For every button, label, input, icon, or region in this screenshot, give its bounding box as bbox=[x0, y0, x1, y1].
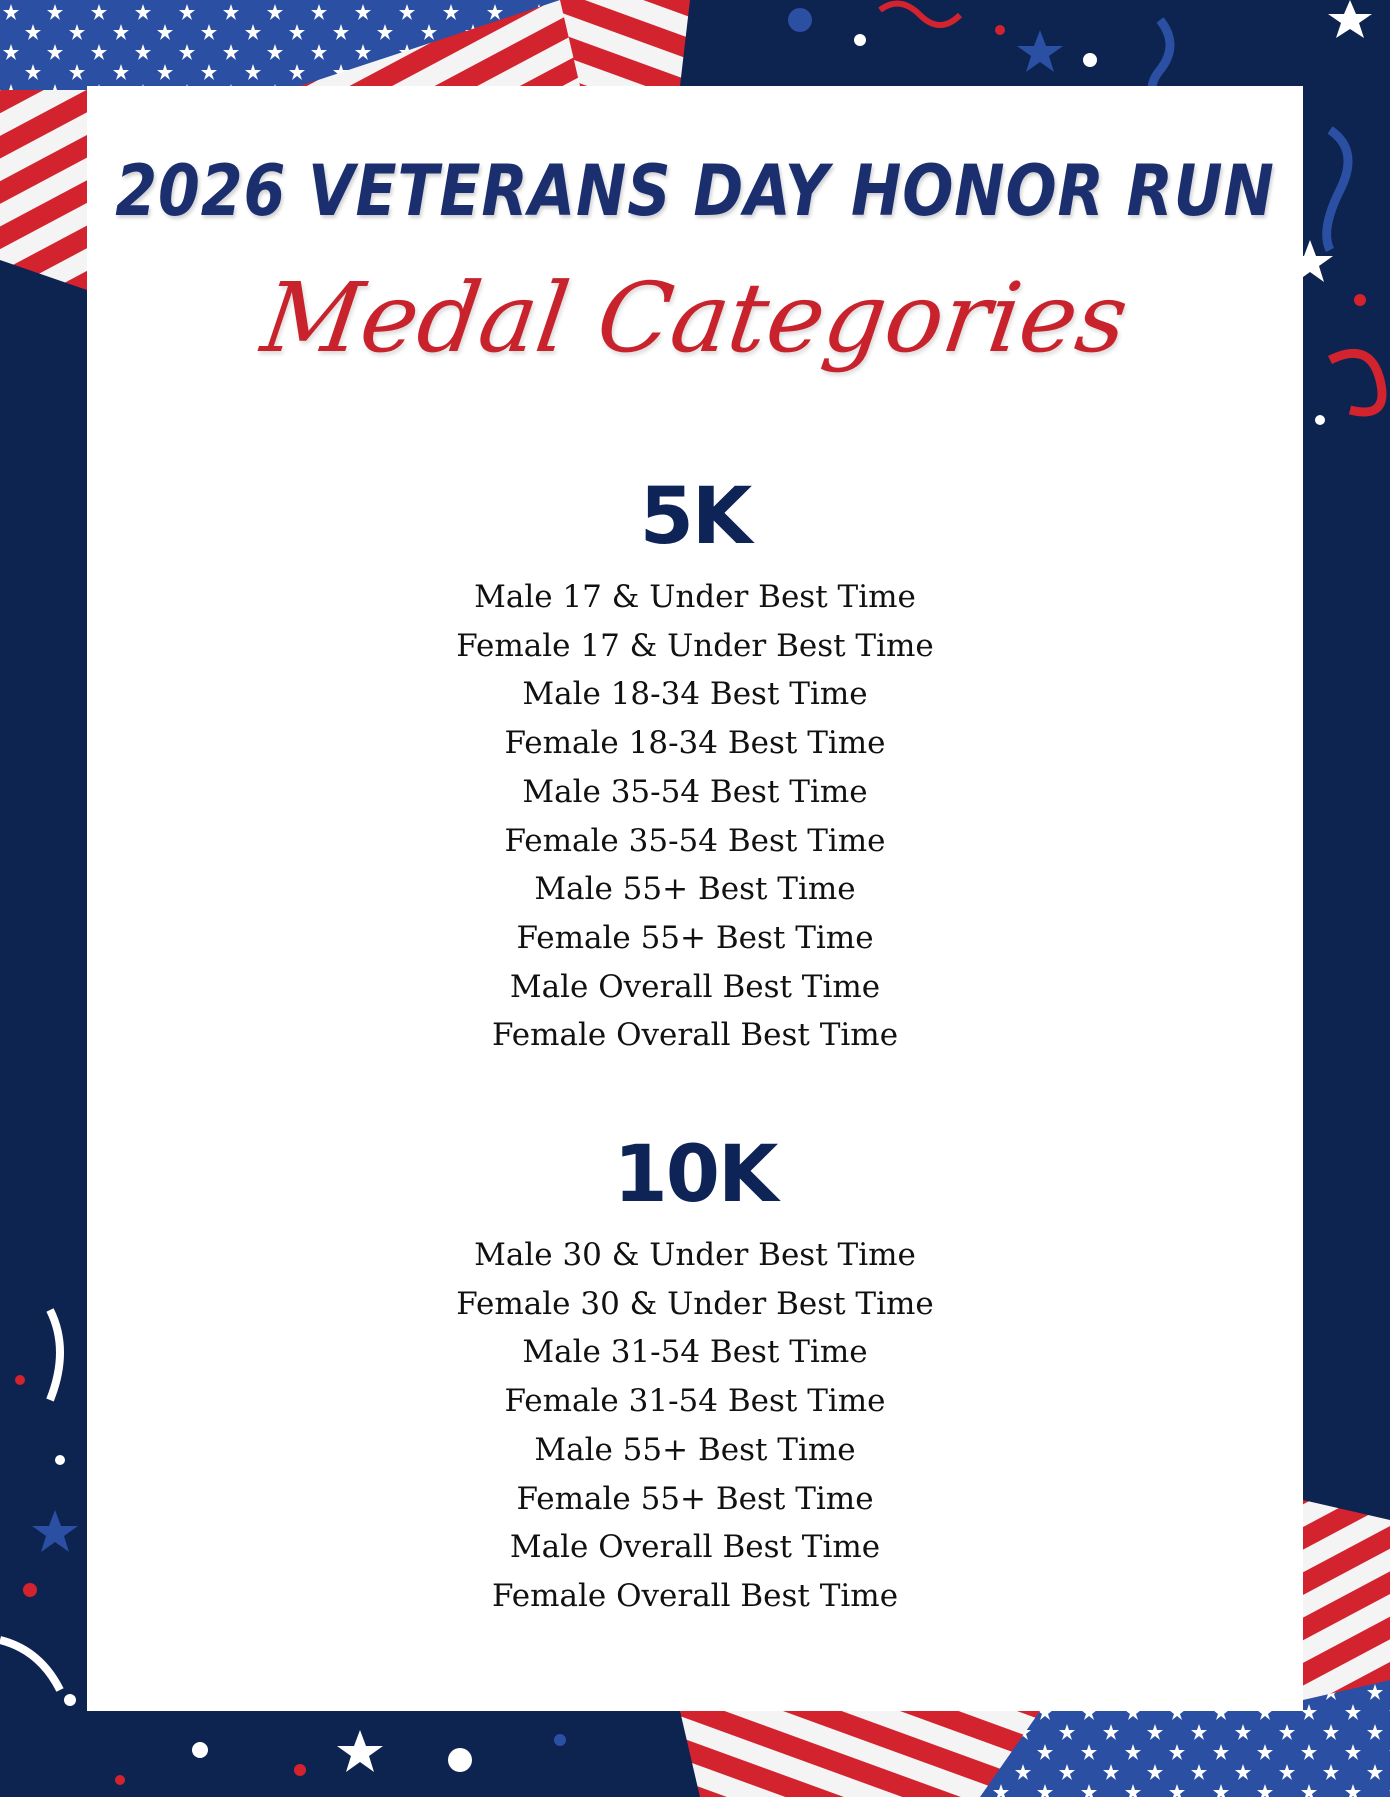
list-item: Male 31-54 Best Time bbox=[522, 1334, 868, 1371]
page-subtitle: Medal Categories bbox=[255, 262, 1135, 374]
category-list-10k bbox=[0, 1231, 1390, 1621]
page-title: 2026 VETERANS DAY HONOR RUN bbox=[115, 150, 1275, 232]
list-item: Female 55+ Best Time bbox=[516, 919, 874, 956]
list-item: Male 35-54 Best Time bbox=[522, 773, 868, 810]
list-item: Female Overall Best Time bbox=[491, 1017, 899, 1054]
list-item: Female 55+ Best Time bbox=[516, 1480, 874, 1517]
list-item: Male Overall Best Time bbox=[509, 1529, 881, 1566]
list-item: Male 17 & Under Best Time bbox=[474, 579, 916, 615]
list-item: Female Overall Best Time bbox=[491, 1577, 899, 1614]
section-heading-5k: 5K bbox=[639, 472, 751, 562]
category-list-5k bbox=[0, 573, 1390, 1060]
list-item: Male 30 & Under Best Time bbox=[474, 1237, 916, 1273]
list-item: Male 18-34 Best Time bbox=[522, 676, 868, 713]
list-item: Female 35-54 Best Time bbox=[504, 822, 886, 859]
list-item: Male 55+ Best Time bbox=[534, 1431, 856, 1468]
list-item: Female 30 & Under Best Time bbox=[456, 1285, 934, 1322]
list-item: Female 17 & Under Best Time bbox=[456, 627, 934, 664]
list-item: Female 18-34 Best Time bbox=[504, 725, 886, 762]
section-heading-10k: 10K bbox=[613, 1130, 777, 1220]
list-item: Female 31-54 Best Time bbox=[504, 1383, 886, 1420]
list-item: Male 55+ Best Time bbox=[534, 871, 856, 908]
list-item: Male Overall Best Time bbox=[509, 968, 881, 1005]
